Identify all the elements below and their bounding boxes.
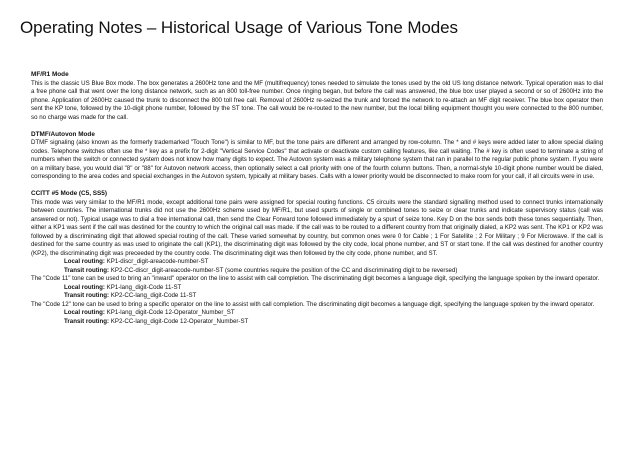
section-heading-ccitt: CCITT #5 Mode (C5, SS5) — [31, 190, 107, 197]
routing-value-local-2: KP1-lang_digit-Code 11-ST — [106, 283, 182, 291]
routing-line-transit-1 — [31, 267, 603, 276]
page-title: Operating Notes – Historical Usage of Various Tone Modes — [20, 18, 458, 37]
routing-label-transit-3: Transit routing: — [64, 317, 110, 325]
routing-label-transit-2: Transit routing: — [64, 292, 110, 299]
section-mf-r1 — [31, 71, 603, 122]
routing-value-transit-1: KP2-CC-discr_digit-areacode-number-ST (some countries require the position of the CC and discriminating digit to be reversed) — [110, 266, 458, 274]
routing-line-local-2 — [31, 284, 603, 293]
section-body-mf-r1: This is the classic US Blue Box mode. The box generates a 2600Hz tone and the MF (multifrequency) tones needed to simulate the tones used by the old US long distance network. Typical operation was to dial a free phone call that went over the long distance network, such as an 800 toll-free number. Once ringing began, but before the call was answered, the blue box user played a second or so of 2600Hz into the phone. Application of 2600Hz caused the trunk to disconnect the 800 toll free call. Removal of 2600Hz re-seized the trunk and forced the network to re-attach an MF digit receiver. The blue box operator then sent the KP tone, followed by the 10-digit phone number, followed by the ST tone. The call would be re-routed to the new number, but the local billing equipment thought you were connected to the 800 number, so no charge was made for the call. — [31, 79, 603, 121]
routing-label-local-2: Local routing: — [64, 283, 105, 291]
section-ccitt — [31, 190, 603, 326]
routing-line-transit-3 — [31, 318, 603, 327]
routing-value-local-1: KP1-discr_digit-areacode-number-ST — [106, 258, 209, 265]
routing-label-local-1: Local routing: — [64, 258, 105, 265]
routing-label-transit-1: Transit routing: — [64, 266, 110, 274]
routing-label-local-3: Local routing: — [64, 309, 105, 316]
routing-value-transit-3: KP2-CC-lang_digit-Code 12-Operator_Number-ST — [110, 317, 249, 325]
routing-value-transit-2: KP2-CC-lang_digit-Code 11-ST — [110, 292, 197, 299]
routing-line-local-1 — [31, 258, 603, 267]
section-heading-dtmf: DTMF/Autovon Mode — [31, 130, 95, 138]
routing-value-local-3: KP1-lang_digit-Code 12-Operator_Number_ST — [106, 309, 235, 316]
code-11-paragraph: The "Code 11" tone can be used to bring an "inward" operator on the line to assist with call completion. The discriminating digit becomes a language digit, specifying the language spoken by the inward operator. — [31, 275, 600, 282]
section-heading-mf-r1: MF/R1 Mode — [31, 71, 69, 78]
section-body-ccitt: This mode was very similar to the MF/R1 mode, except additional tone pairs were assigned for special routing functions. C5 circuits were the standard signalling method used to connect trunks internationally between countries. The international trunks did not use the 2600Hz scheme used by MF/R1, but used spurts of single or combined tones to seize or clear trunks and indicate supervisory status (call was answered or not). Typical usage was to dial a free international call, then send the Clear Forward tone followed immediately by a spurt of seize tone. Key D on the box sends both these tones sequentially. Then, either a KP1 was sent if the call was destined for the country to which the original call was made. If the call was to be routed to a different country from that originally dialed, a KP2 was sent. The KP1 or KP2 was followed by a discriminating digit that allowed special routing of the call. These varied somewhat by country, but common ones were 0 for Cable ; 1 For Satellite ; 2 For Military ; 9 For Microwave. If the call is destined for the same country as was used to originate the call (KP1), the discriminating digit was followed by the city code, local phone number, and ST or start tone. If the call was destined for another country (KP2), the discriminating digit was preceeded by the country code. The discriminating digit was then followed by the city code, phone number, and ST. — [31, 198, 603, 257]
section-body-dtmf: DTMF signaling (also known as the formerly trademarked "Touch Tone") is similar to MF, but the tone pairs are different and arranged by row-column. The * and # keys were added later to allow special dialing codes. Telephone switches often use the * key as a prefix for 2-digit "Vertical Service Codes" that activate or deactivate custom calling features, like call waiting. The # key is often used to terminate a string of numbers when the switch or connected system does not know how many digits to expect. The Autovon system was a military telephone system that ran in parallel to the regular public phone system. If you were on a military base, you would dial "8" or "88" for Autovon network access, then optionally select a call priority with one of the fourth column buttons. Then, a normal-style 10-digit phone number would be dialed, corresponding to the area codes and special exchanges in the Autovon system, typically at military bases. Calls with a lower priority would be disconnected to make room for your call, if all circuits were in use. — [31, 139, 603, 180]
document-body — [31, 71, 603, 335]
code-12-paragraph: The "Code 12" tone can be used to bring a specific operator on the line to assist with call completion. The discriminating digit becomes a language digit, specifying the language spoken by the inward operator. — [31, 300, 595, 308]
routing-line-transit-2 — [31, 292, 603, 301]
section-dtmf — [31, 131, 603, 182]
routing-line-local-3 — [31, 309, 603, 318]
